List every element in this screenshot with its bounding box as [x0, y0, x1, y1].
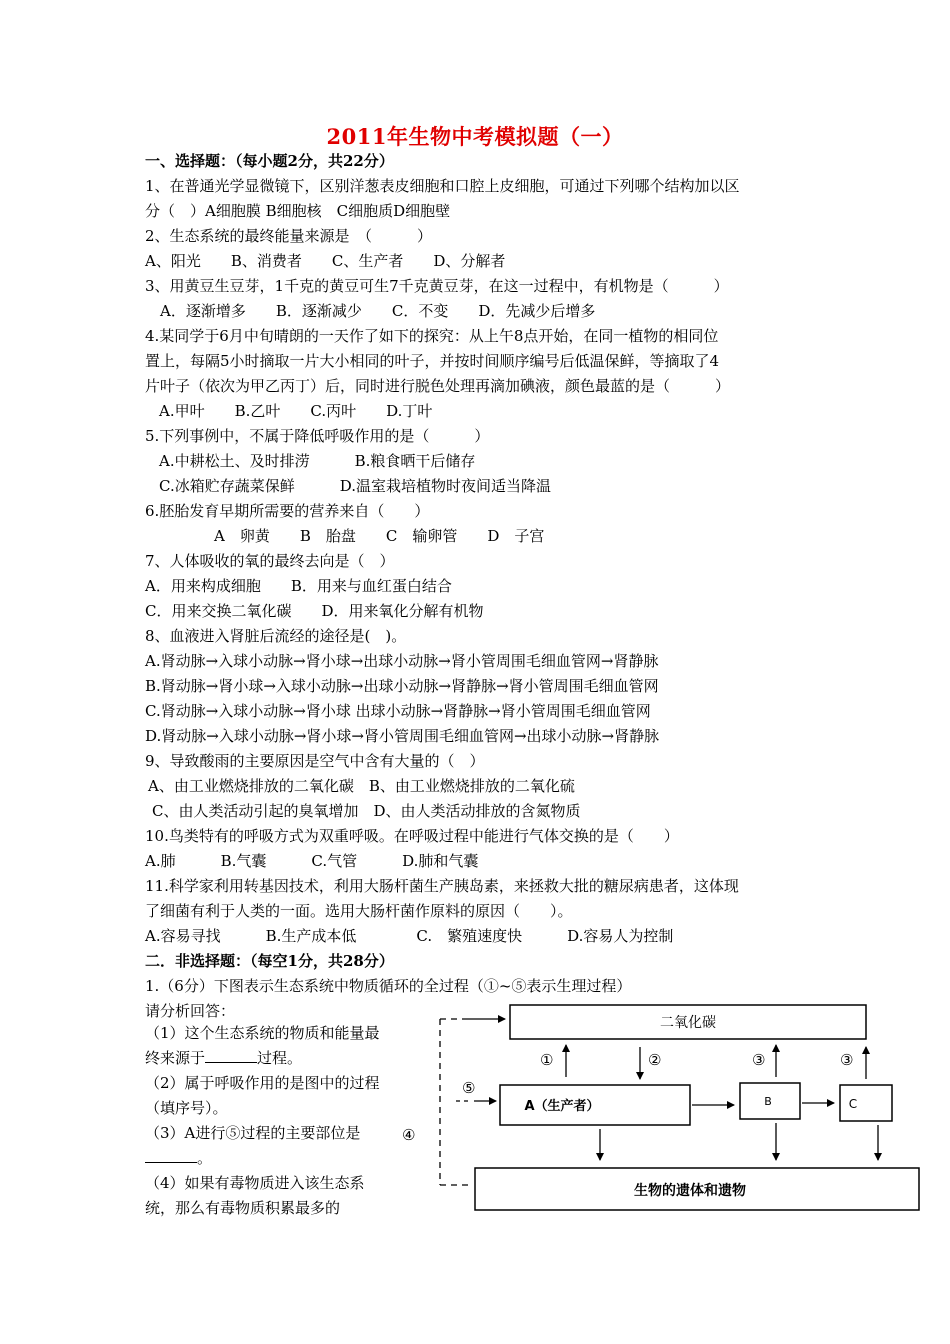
q11-line-1: 11.科学家利用转基因技术，利用大肠杆菌生产胰岛素，来拯救大批的糖尿病患者，这体现	[145, 877, 739, 895]
answer-blank-1[interactable]	[205, 1048, 257, 1063]
answer-blank-3[interactable]	[145, 1148, 197, 1163]
producer-label: A（生产者）	[524, 1099, 600, 1114]
q4-options: A.甲叶 B.乙叶 C.丙叶 D.丁叶	[159, 402, 433, 420]
section-1-heading: 一、选择题：（每小题2分，共22分）	[145, 152, 394, 170]
q3-options: A．逐渐增多 B．逐渐减少 C．不变 D．先减少后增多	[160, 302, 596, 320]
marker-2: ②	[648, 1051, 662, 1069]
marker-5: ⑤	[462, 1079, 476, 1097]
q9-options-1: A、由工业燃烧排放的二氧化碳 B、由工业燃烧排放的二氧化硫	[148, 777, 575, 795]
q1-line-2: 分（ ）A细胞膜 B细胞核 C细胞质D细胞壁	[145, 202, 451, 220]
exam-title: 2011年生物中考模拟题（一）	[326, 124, 624, 149]
material-cycle-diagram	[400, 995, 930, 1220]
p1-q1-text: （1）这个生态系统的物质和能量最终来源于	[145, 1024, 380, 1067]
q10-options: A.肺 B.气囊 C.气管 D.肺和气囊	[145, 852, 479, 870]
p1-question-4: （4）如果有毒物质进入该生态系统，那么有毒物质积累最多的	[145, 1174, 365, 1217]
p1-q3-text: （3）A进行⑤过程的主要部位是	[145, 1124, 361, 1142]
q8-option-d: D.肾动脉→入球小动脉→肾小球→肾小管周围毛细血管网→出球小动脉→肾静脉	[145, 727, 660, 745]
remains-label: 生物的遗体和遗物	[634, 1183, 746, 1199]
q9-line-1: 9、导致酸雨的主要原因是空气中含有大量的（ ）	[145, 752, 485, 770]
q4-line-2: 置上，每隔5小时摘取一片大小相同的叶子，并按时间顺序编号后低温保鲜，等摘取了4	[145, 352, 720, 370]
c-box	[840, 1085, 892, 1121]
q10-line-1: 10.鸟类特有的呼吸方式为双重呼吸。在呼吸过程中能进行气体交换的是（ ）	[145, 827, 679, 845]
q8-option-b: B.肾动脉→肾小球→入球小动脉→出球小动脉→肾静脉→肾小管周围毛细血管网	[145, 677, 659, 695]
p1-q1-suffix: 过程。	[257, 1049, 303, 1067]
q2-options: A、阳光 B、消费者 C、生产者 D、分解者	[145, 252, 506, 270]
q8-option-a: A.肾动脉→入球小动脉→肾小球→出球小动脉→肾小管周围毛细血管网→肾静脉	[145, 652, 659, 670]
marker-3-c: ③	[840, 1051, 854, 1069]
q2-line-1: 2、生态系统的最终能量来源是 （ ）	[145, 227, 433, 245]
co2-label: 二氧化碳	[660, 1015, 716, 1031]
q4-line-3: 片叶子（依次为甲乙丙丁）后，同时进行脱色处理再滴加碘液，颜色最蓝的是（ ）	[145, 377, 731, 395]
p1-prompt: 请分析回答：	[145, 1002, 236, 1020]
p1-question-2: （2）属于呼吸作用的是图中的过程（填序号）。	[145, 1074, 380, 1117]
marker-3-b: ③	[752, 1051, 766, 1069]
q5-options-2: C.冰箱贮存蔬菜保鲜 D.温室栽培植物时夜间适当降温	[159, 477, 551, 495]
b-label: B	[764, 1095, 772, 1108]
q5-options-1: A.中耕松土、及时排涝 B.粮食晒干后储存	[159, 452, 476, 470]
q9-options-2: C、由人类活动引起的臭氧增加 D、由人类活动排放的含氮物质	[152, 802, 581, 820]
section-2-heading: 二．非选择题：（每空1分，共28分）	[145, 952, 394, 970]
p1-intro: 1.（6分）下图表示生态系统中物质循环的全过程（①~⑤表示生理过程）	[145, 977, 632, 995]
marker-4: ④	[402, 1126, 416, 1144]
q8-option-c: C.肾动脉→入球小动脉→肾小球 出球小动脉→肾静脉→肾小管周围毛细血管网	[145, 702, 651, 720]
p1-q3-suffix: 。	[197, 1149, 213, 1167]
q5-line-1: 5.下列事例中，不属于降低呼吸作用的是（ ）	[145, 427, 490, 445]
q1-line-1: 1、在普通光学显微镜下，区别洋葱表皮细胞和口腔上皮细胞，可通过下列哪个结构加以区	[145, 177, 740, 195]
marker-1: ①	[540, 1051, 554, 1069]
q4-line-1: 4.某同学于6月中旬晴朗的一天作了如下的探究：从上午8点开始，在同一植物的相同位	[145, 327, 719, 345]
p1-question-1	[145, 1021, 391, 1071]
q7-options-2: C．用来交换二氧化碳 D．用来氧化分解有机物	[145, 602, 484, 620]
q6-line-1: 6.胚胎发育早期所需要的营养来自（ ）	[145, 502, 430, 520]
q6-options: A 卵黄 B 胎盘 C 输卵管 D 子宫	[214, 527, 545, 545]
q8-line-1: 8、血液进入肾脏后流经的途径是( )。	[145, 627, 407, 645]
p1-question-3	[145, 1121, 391, 1171]
q11-options: A.容易寻找 B.生产成本低 C. 繁殖速度快 D.容易人为控制	[145, 927, 674, 945]
q7-line-1: 7、人体吸收的氧的最终去向是（ ）	[145, 552, 395, 570]
q7-options-1: A．用来构成细胞 B．用来与血红蛋白结合	[145, 577, 452, 595]
q3-line-1: 3、用黄豆生豆芽，1千克的黄豆可生7千克黄豆芽，在这一过程中，有机物是（ ）	[145, 277, 729, 295]
q11-line-2: 了细菌有利于人类的一面。选用大肠杆菌作原料的原因（ ）。	[145, 902, 573, 920]
c-label: C	[848, 1097, 858, 1111]
